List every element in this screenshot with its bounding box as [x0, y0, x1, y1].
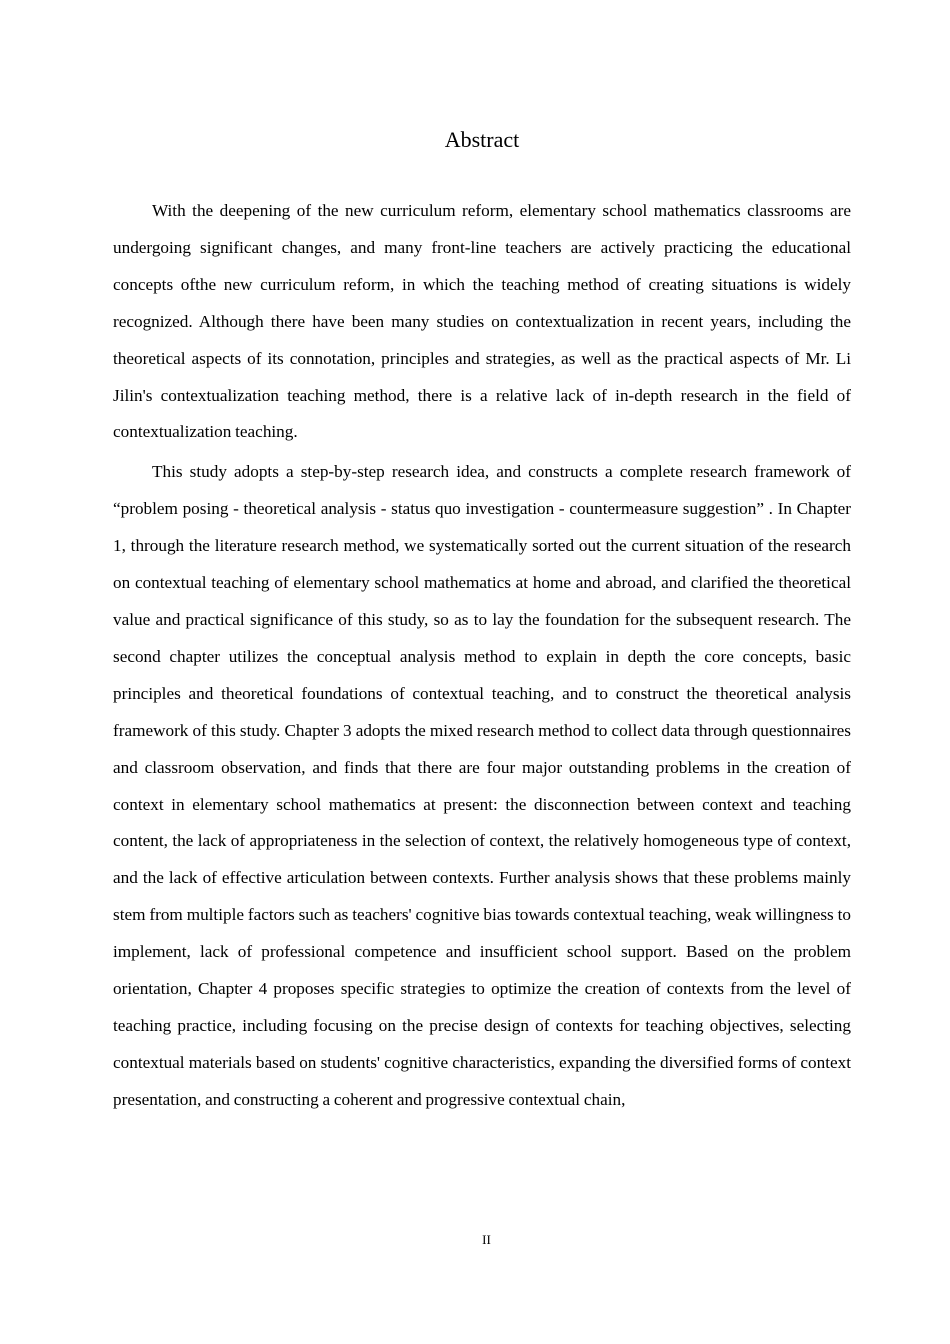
abstract-paragraph-2: This study adopts a step-by-step research idea, and constructs a complete research framework of “problem posing - theoretical analysis - status quo investigation - countermeasure suggestion” . In Chapter 1, through the literature research method, we systematically sorted out the current situation of the research on contextual teaching of elementary school mathematics at home and abroad, and clarified the theoretical value and practical significance of this study, so as to lay the foundation for the subsequent research. The second chapter utilizes the conceptual analysis method to explain in depth the core concepts, basic principles and theoretical foundations of contextual teaching, and to construct the theoretical analysis framework of this study. Chapter 3 adopts the mixed research method to collect data through questionnaires and classroom observation, and finds that there are four major outstanding problems in the creation of context in elementary school mathematics at present: the disconnection between context and teaching content, the lack of appropriateness in the selection of context, the relatively homogeneous type of context, and the lack of effective articulation between contexts. Further analysis shows that these problems mainly stem from multiple factors such as teachers' cognitive bias towards contextual teaching, weak willingness to implement, lack of professional competence and insufficient school support. Based on the problem orientation, Chapter 4 proposes specific strategies to optimize the creation of contexts from the level of teaching practice, including focusing on the precise design of contexts for teaching objectives, selecting contextual materials based on students' cognitive characteristics, expanding the diversified forms of context presentation, and constructing a coherent and progressive contextual chain,	[113, 462, 851, 1109]
abstract-paragraph-1: With the deepening of the new curriculum reform, elementary school mathematics classrooms are undergoing significant changes, and many front-line teachers are actively practicing the educational concepts ofthe new curriculum reform, in which the teaching method of creating situations is widely recognized. Although there have been many studies on contextualization in recent years, including the theoretical aspects of its connotation, principles and strategies, as well as the practical aspects of Mr. Li Jilin's contextualization teaching method, there is a relative lack of in-depth research in the field of contextualization teaching.	[113, 201, 851, 442]
page-number: II	[482, 1232, 491, 1247]
abstract-body	[113, 193, 851, 1122]
abstract-title: Abstract	[444, 127, 520, 152]
